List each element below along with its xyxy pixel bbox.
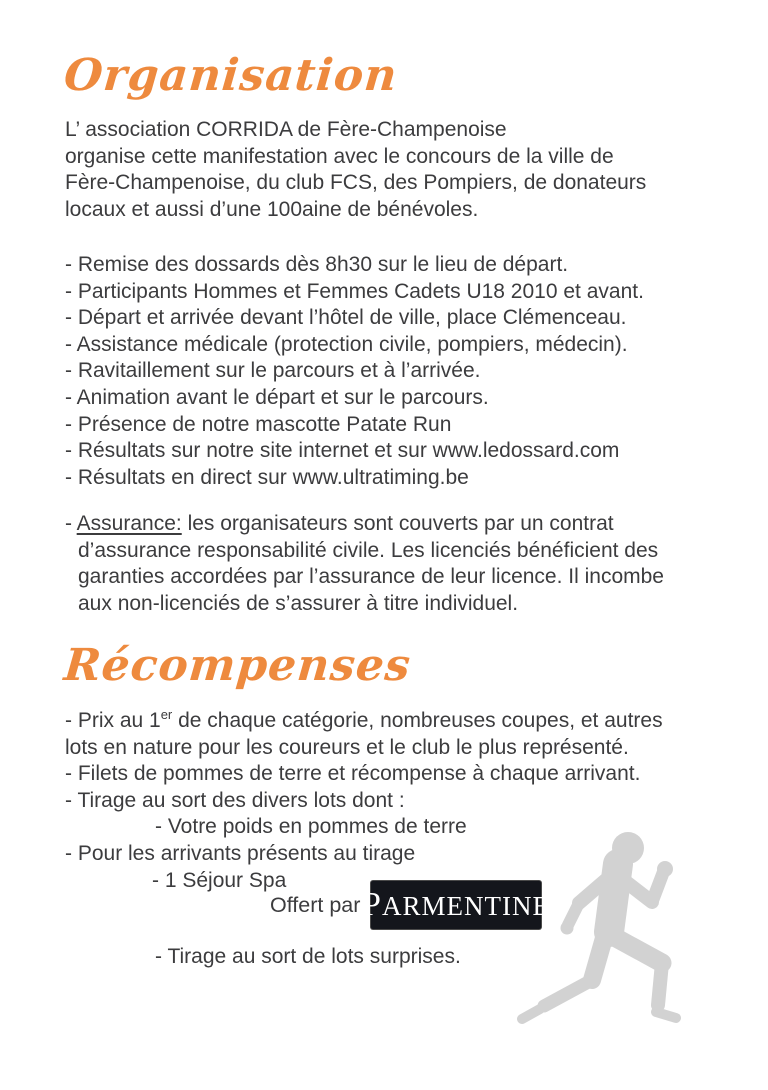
organisation-list-item: - Résultats sur notre site internet et sur www.ledossard.com — [65, 439, 620, 463]
assurance-label: Assurance: — [76, 512, 182, 535]
prix-after: de chaque catégorie, nombreuses coupes, et autres — [172, 709, 663, 732]
prix-ordinal: er — [160, 707, 173, 722]
assurance-line: d’assurance responsabilité civile. Les licenciés bénéficient des — [78, 538, 659, 562]
organisation-list-item: - Ravitaillement sur le parcours et à l’arrivée. — [65, 359, 481, 383]
recompenses-title: Récompenses — [62, 640, 414, 691]
assurance-continuation — [65, 538, 664, 618]
organisation-list-item: - Résultats en direct sur www.ultratiming.be — [65, 465, 469, 489]
surprises-line: - Tirage au sort de lots surprises. — [155, 945, 461, 968]
assurance-paragraph — [65, 511, 664, 617]
prix-line — [65, 708, 663, 735]
organisation-list-item: - Départ et arrivée devant l’hôtel de ville, place Clémenceau. — [65, 306, 627, 330]
filets-line: - Filets de pommes de terre et récompense à chaque arrivant. — [65, 762, 641, 786]
intro-line: L’ association CORRIDA de Fère-Champenoise — [65, 118, 507, 141]
intro-line: Fère-Champenoise, du club FCS, des Pompiers, de donateurs — [65, 171, 647, 195]
intro-line: locaux et aussi d’une 100aine de bénévoles. — [65, 197, 479, 221]
assurance-line-1-rest: les organisateurs sont couverts par un contrat — [181, 512, 614, 535]
assurance-line: garanties accordées par l’assurance de leur licence. Il incombe — [78, 565, 664, 589]
runner-silhouette-icon — [505, 826, 695, 1031]
pour-arrivants-line: - Pour les arrivants présents au tirage — [65, 841, 416, 865]
organisation-intro — [65, 117, 646, 223]
poids-line: - Votre poids en pommes de terre — [155, 815, 467, 839]
organisation-list — [65, 252, 644, 491]
organisation-title: Organisation — [62, 50, 400, 101]
tirage-divers-line: - Tirage au sort des divers lots dont : — [65, 788, 405, 812]
offert-par-label: Offert par — [270, 893, 361, 917]
organisation-list-item: - Participants Hommes et Femmes Cadets U18 2010 et avant. — [65, 279, 644, 303]
sejour-spa-line: - 1 Séjour Spa — [152, 868, 287, 892]
intro-line: organise cette manifestation avec le concours de la ville de — [65, 144, 614, 168]
parmentine-logo-text: PARMENTINE — [362, 886, 550, 923]
organisation-list-item: - Animation avant le départ et sur le parcours. — [65, 385, 489, 409]
organisation-list-item: - Remise des dossards dès 8h30 sur le lieu de départ. — [65, 253, 569, 276]
prix-before: - Prix au 1 — [65, 709, 161, 732]
assurance-line-1 — [65, 511, 664, 538]
organisation-list-item: - Assistance médicale (protection civile, pompiers, médecin). — [65, 332, 628, 356]
prix-line-2: lots en nature pour les coureurs et le club le plus représenté. — [65, 735, 629, 759]
organisation-list-item: - Présence de notre mascotte Patate Run — [65, 412, 452, 436]
assurance-line: aux non-licenciés de s’assurer à titre individuel. — [78, 591, 519, 615]
assurance-dash: - — [65, 512, 77, 535]
